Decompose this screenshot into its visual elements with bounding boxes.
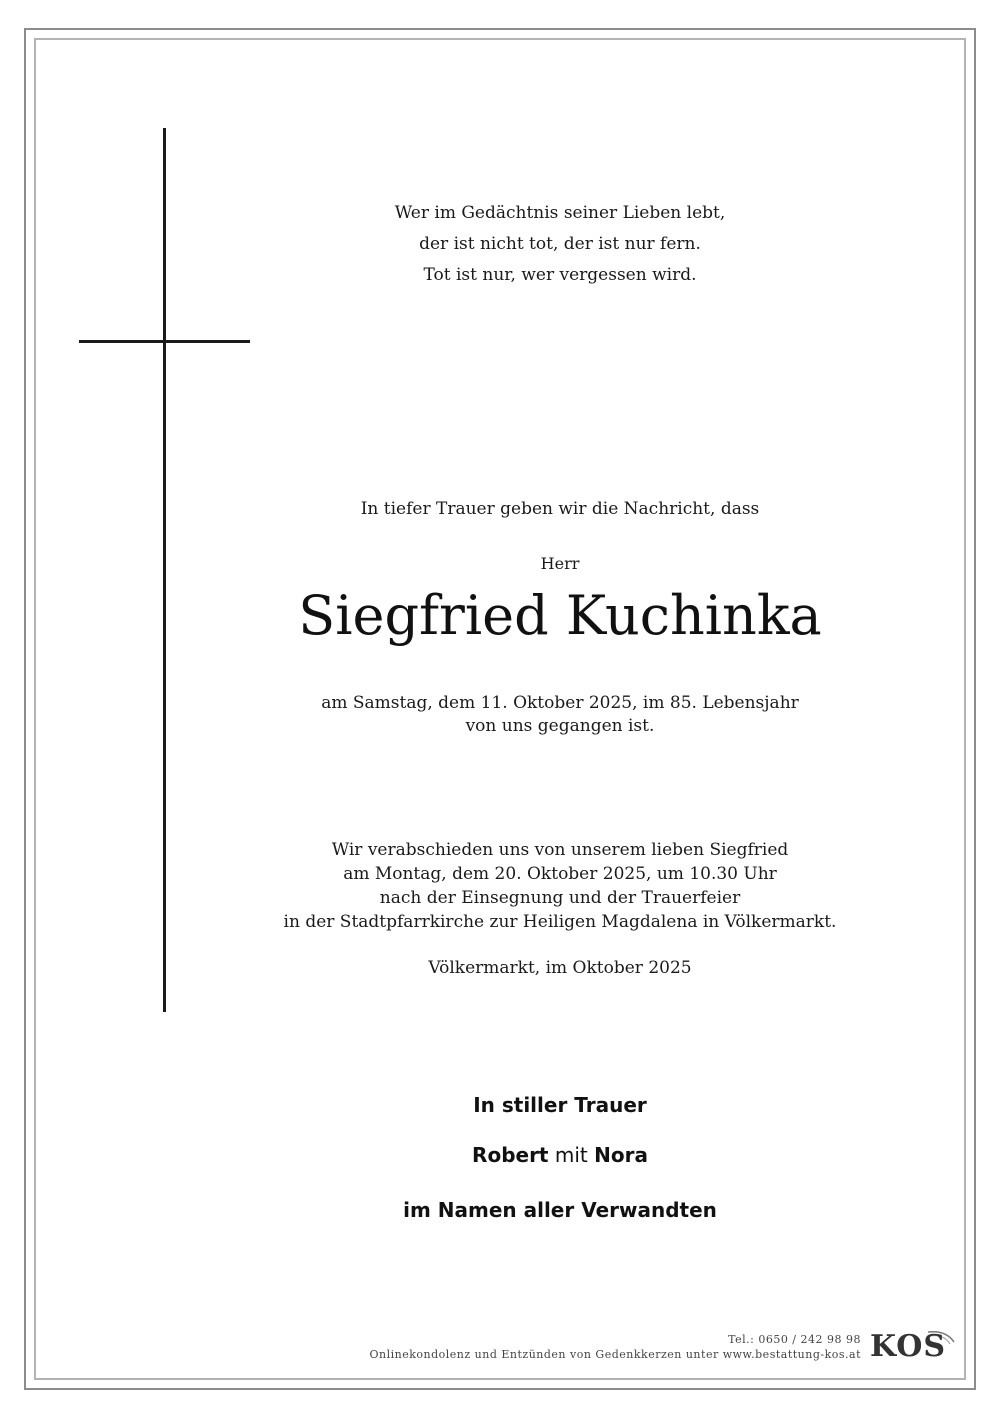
footer-online-condolence: Onlinekondolenz und Entzünden von Gedenkkerzen unter www.bestattung-kos.at xyxy=(369,1348,861,1361)
funeral-line: nach der Einsegnung und der Trauerfeier xyxy=(379,888,741,908)
deceased-name: Siegfried Kuchinka xyxy=(298,584,822,647)
mourners-relatives: im Namen aller Verwandten xyxy=(403,1198,717,1222)
mourner-connector: mit xyxy=(554,1143,588,1167)
logo-text: KOS xyxy=(870,1329,947,1364)
funeral-line: in der Stadtpfarrkirche zur Heiligen Magdalena in Völkermarkt. xyxy=(283,912,837,932)
death-notice xyxy=(200,692,920,738)
quote-line: der ist nicht tot, der ist nur fern. xyxy=(419,234,701,254)
quote-line: Wer im Gedächtnis seiner Lieben lebt, xyxy=(394,203,726,223)
mourners-heading: In stiller Trauer xyxy=(473,1093,647,1117)
death-line: am Samstag, dem 11. Oktober 2025, im 85. Lebensjahr xyxy=(321,693,799,713)
announcement-intro: In tiefer Trauer geben wir die Nachricht, dass xyxy=(360,499,760,519)
memorial-quote xyxy=(200,198,920,291)
funeral-line: am Montag, dem 20. Oktober 2025, um 10.30 Uhr xyxy=(343,864,777,884)
salutation: Herr xyxy=(540,554,580,573)
funeral-details xyxy=(200,838,920,934)
cross-icon-horizontal xyxy=(79,340,250,343)
mourner-name: Nora xyxy=(594,1143,648,1167)
cross-icon-vertical xyxy=(163,128,166,1012)
kos-logo xyxy=(870,1326,960,1366)
place-date: Völkermarkt, im Oktober 2025 xyxy=(428,958,692,978)
quote-line: Tot ist nur, wer vergessen wird. xyxy=(423,265,697,285)
death-line: von uns gegangen ist. xyxy=(465,716,655,736)
mourner-name: Robert xyxy=(472,1143,549,1167)
mourners-names xyxy=(200,1141,920,1169)
funeral-line: Wir verabschieden uns von unserem lieben Siegfried xyxy=(331,840,789,860)
footer-phone: Tel.: 0650 / 242 98 98 xyxy=(728,1333,861,1346)
